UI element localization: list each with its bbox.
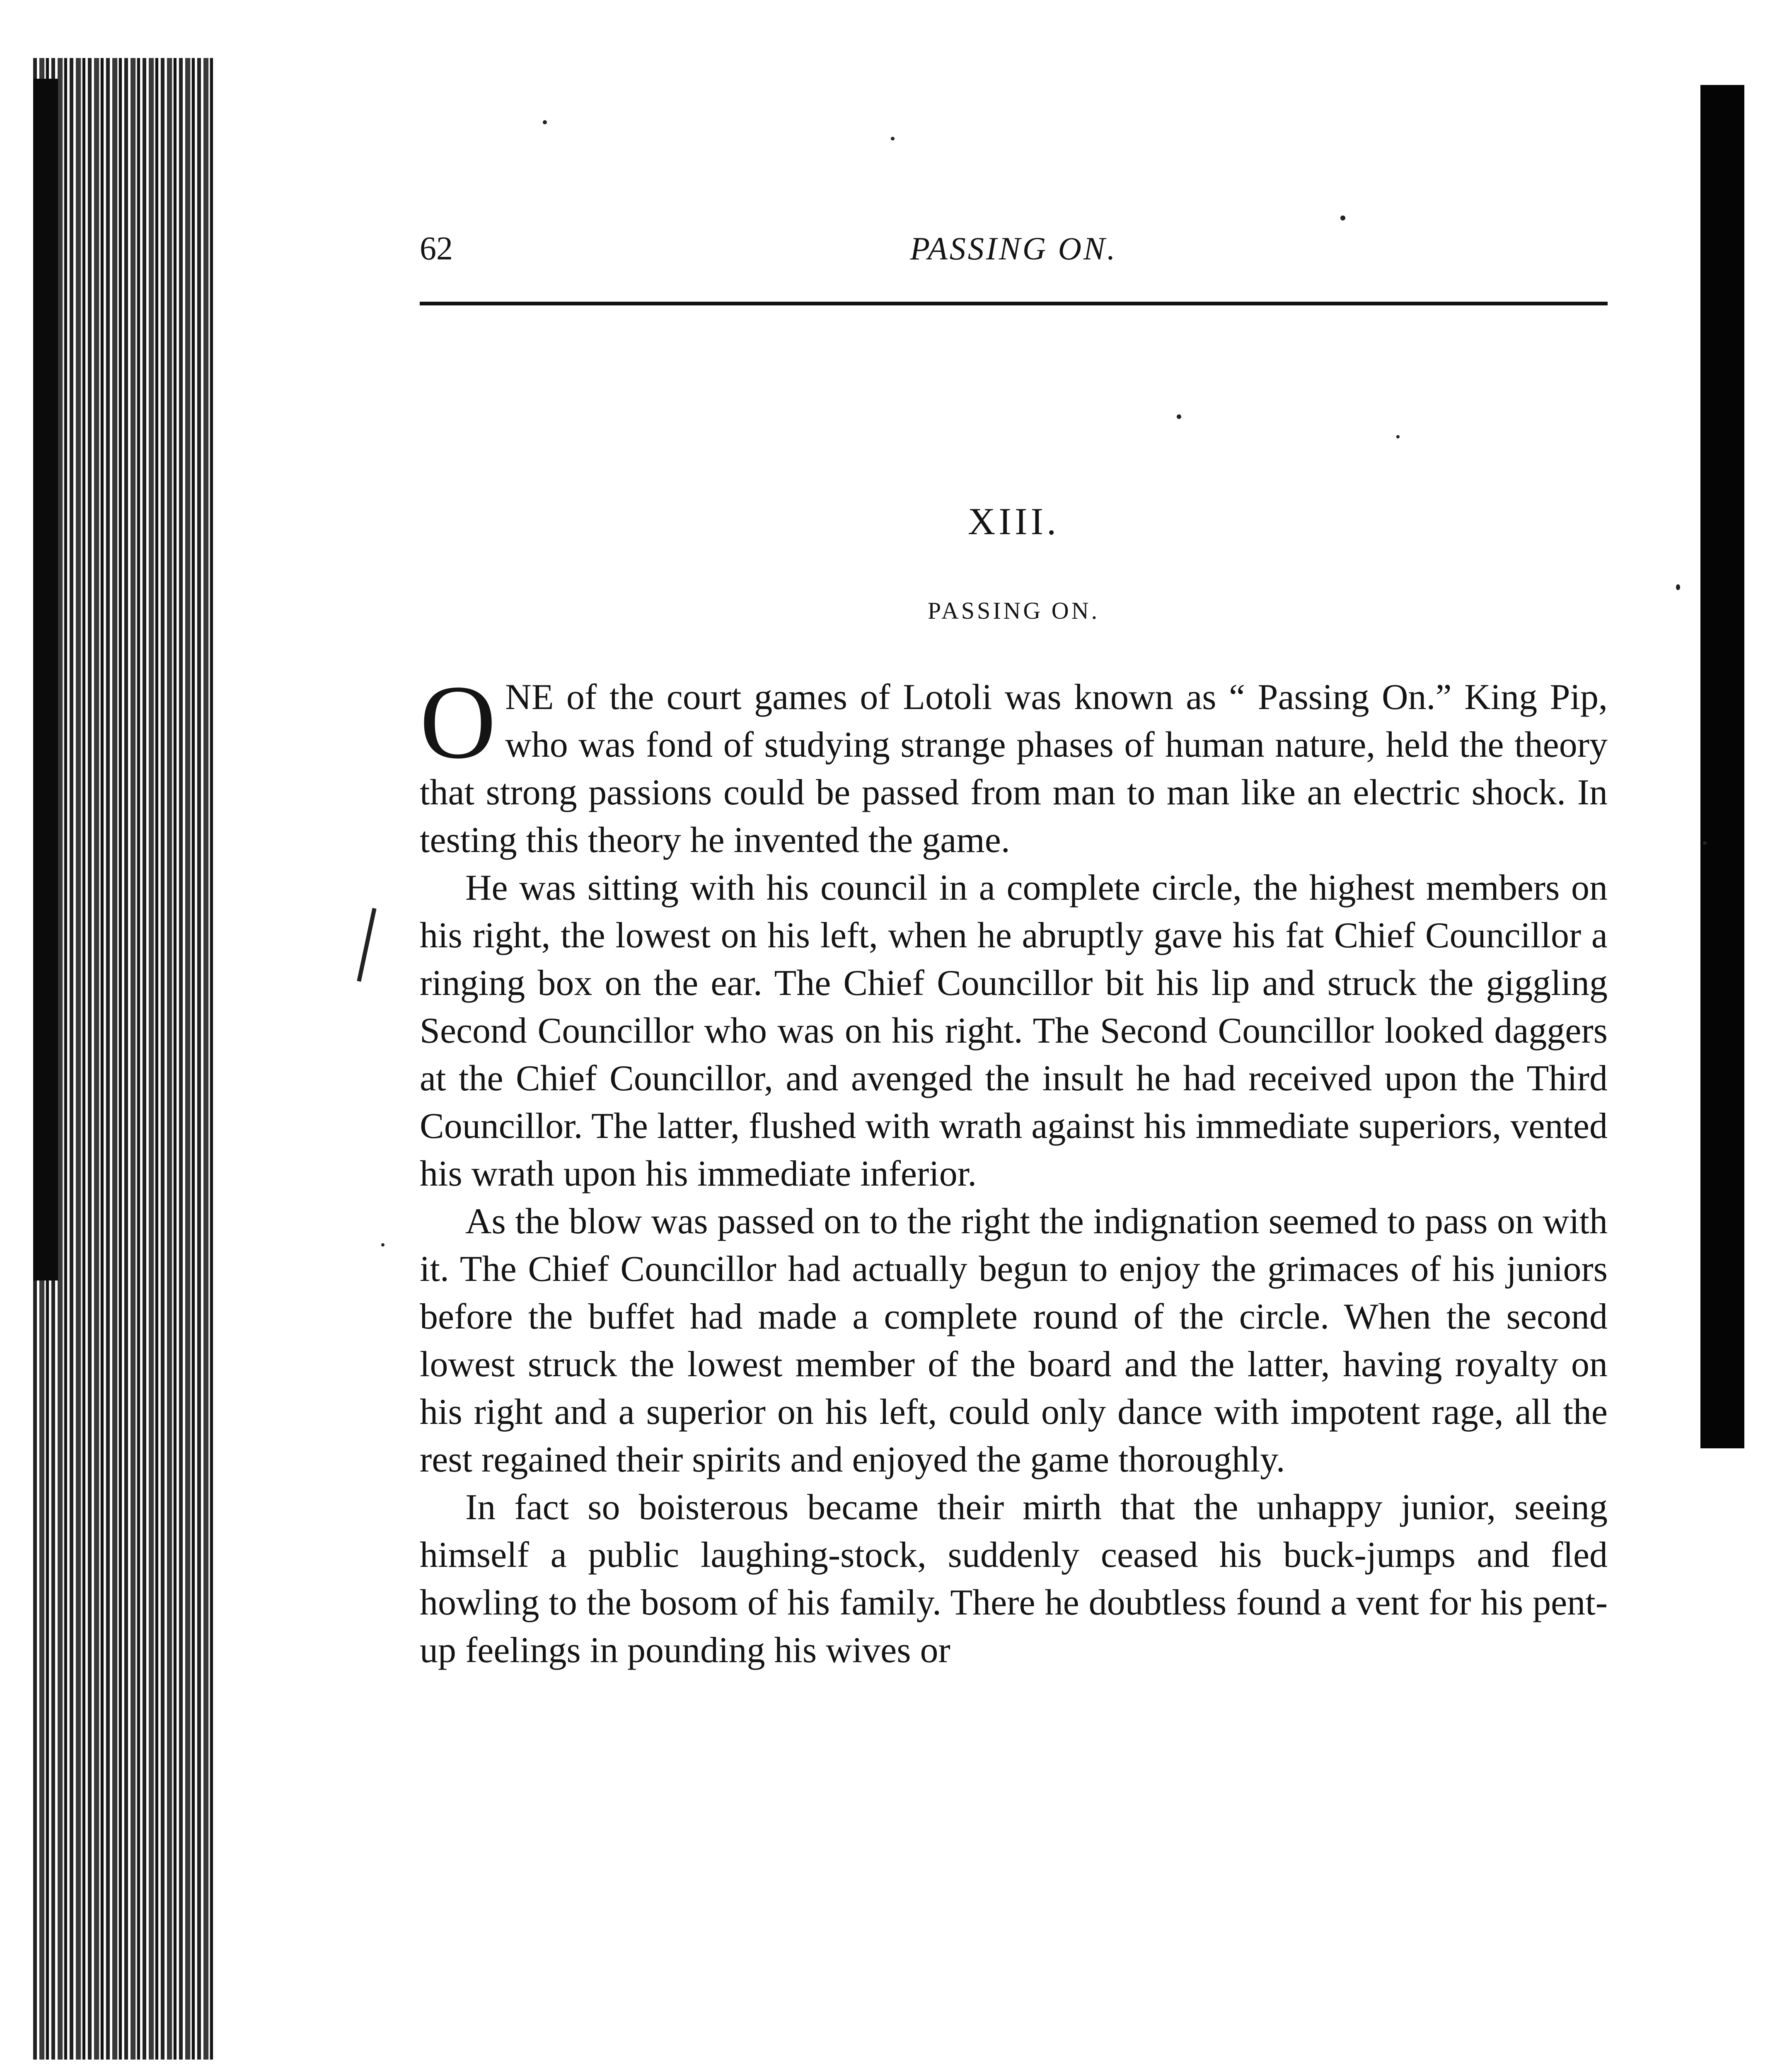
scan-speck xyxy=(1340,215,1345,220)
running-header xyxy=(420,230,1608,280)
scan-speck xyxy=(543,120,547,124)
scanned-spine-edge xyxy=(33,79,58,1280)
chapter-title: PASSING ON. xyxy=(927,597,1100,624)
paragraph xyxy=(420,664,1608,864)
paragraph: He was sitting with his council in a complete circle, the highest members on his right, the lowest on his left, when he abruptly gave his fat Chief Councillor a ringing box on the ear. The Chief Councillor bit his lip and struck the giggling Second Councillor who was on his right. The Second Councillor looked daggers at the Chief Councillor, and avenged the insult he had received upon the Third Councillor. The latter, flushed with wrath against his immediate superiors, vented his wrath upon his immediate inferior. xyxy=(420,868,1608,1194)
scanned-spine-shadow xyxy=(33,58,215,2060)
scan-speck xyxy=(1676,584,1680,590)
paragraph: As the blow was passed on to the right the indignation seemed to pass on with it. The Chief Councillor had actually begun to enjoy the grimaces of his juniors before the buffet had made a complete round of the circle. When the second lowest struck the lowest member of the board and the latter, having royalty on his right and a superior on his left, could only dance with impotent rage, all the rest regained their spirits and enjoyed the game thoroughly. xyxy=(420,1201,1608,1480)
scan-speck xyxy=(891,137,895,140)
scan-speck xyxy=(1396,435,1400,438)
page-number: 62 xyxy=(420,230,453,267)
chapter-number: XIII. xyxy=(967,500,1060,542)
running-title: PASSING ON. xyxy=(910,230,1117,266)
header-rule xyxy=(420,302,1608,305)
drop-cap: O xyxy=(420,664,496,781)
paragraph: In fact so boisterous became their mirth that the unhappy junior, seeing himself a public laughing-stock, suddenly ceased his buck-jumps and fled howling to the bosom of his family. There he doubtless found a vent for his pent-up feelings in pounding his wives or xyxy=(420,1487,1608,1670)
body-text xyxy=(420,664,1608,1674)
scan-speck xyxy=(1177,414,1181,419)
scan-speck xyxy=(381,1243,385,1247)
margin-pencil-mark xyxy=(357,908,376,982)
scanned-page-edge-bar xyxy=(1700,85,1744,1448)
scan-speck xyxy=(1703,841,1707,845)
paragraph-text: NE of the court games of Lotoli was known as “ Passing On.” King Pip, who was fond of studying strange phases of human nature, held the theory that strong passions could be passed from man to man like an electric shock. In testing this theory he invented the game. xyxy=(420,677,1608,860)
